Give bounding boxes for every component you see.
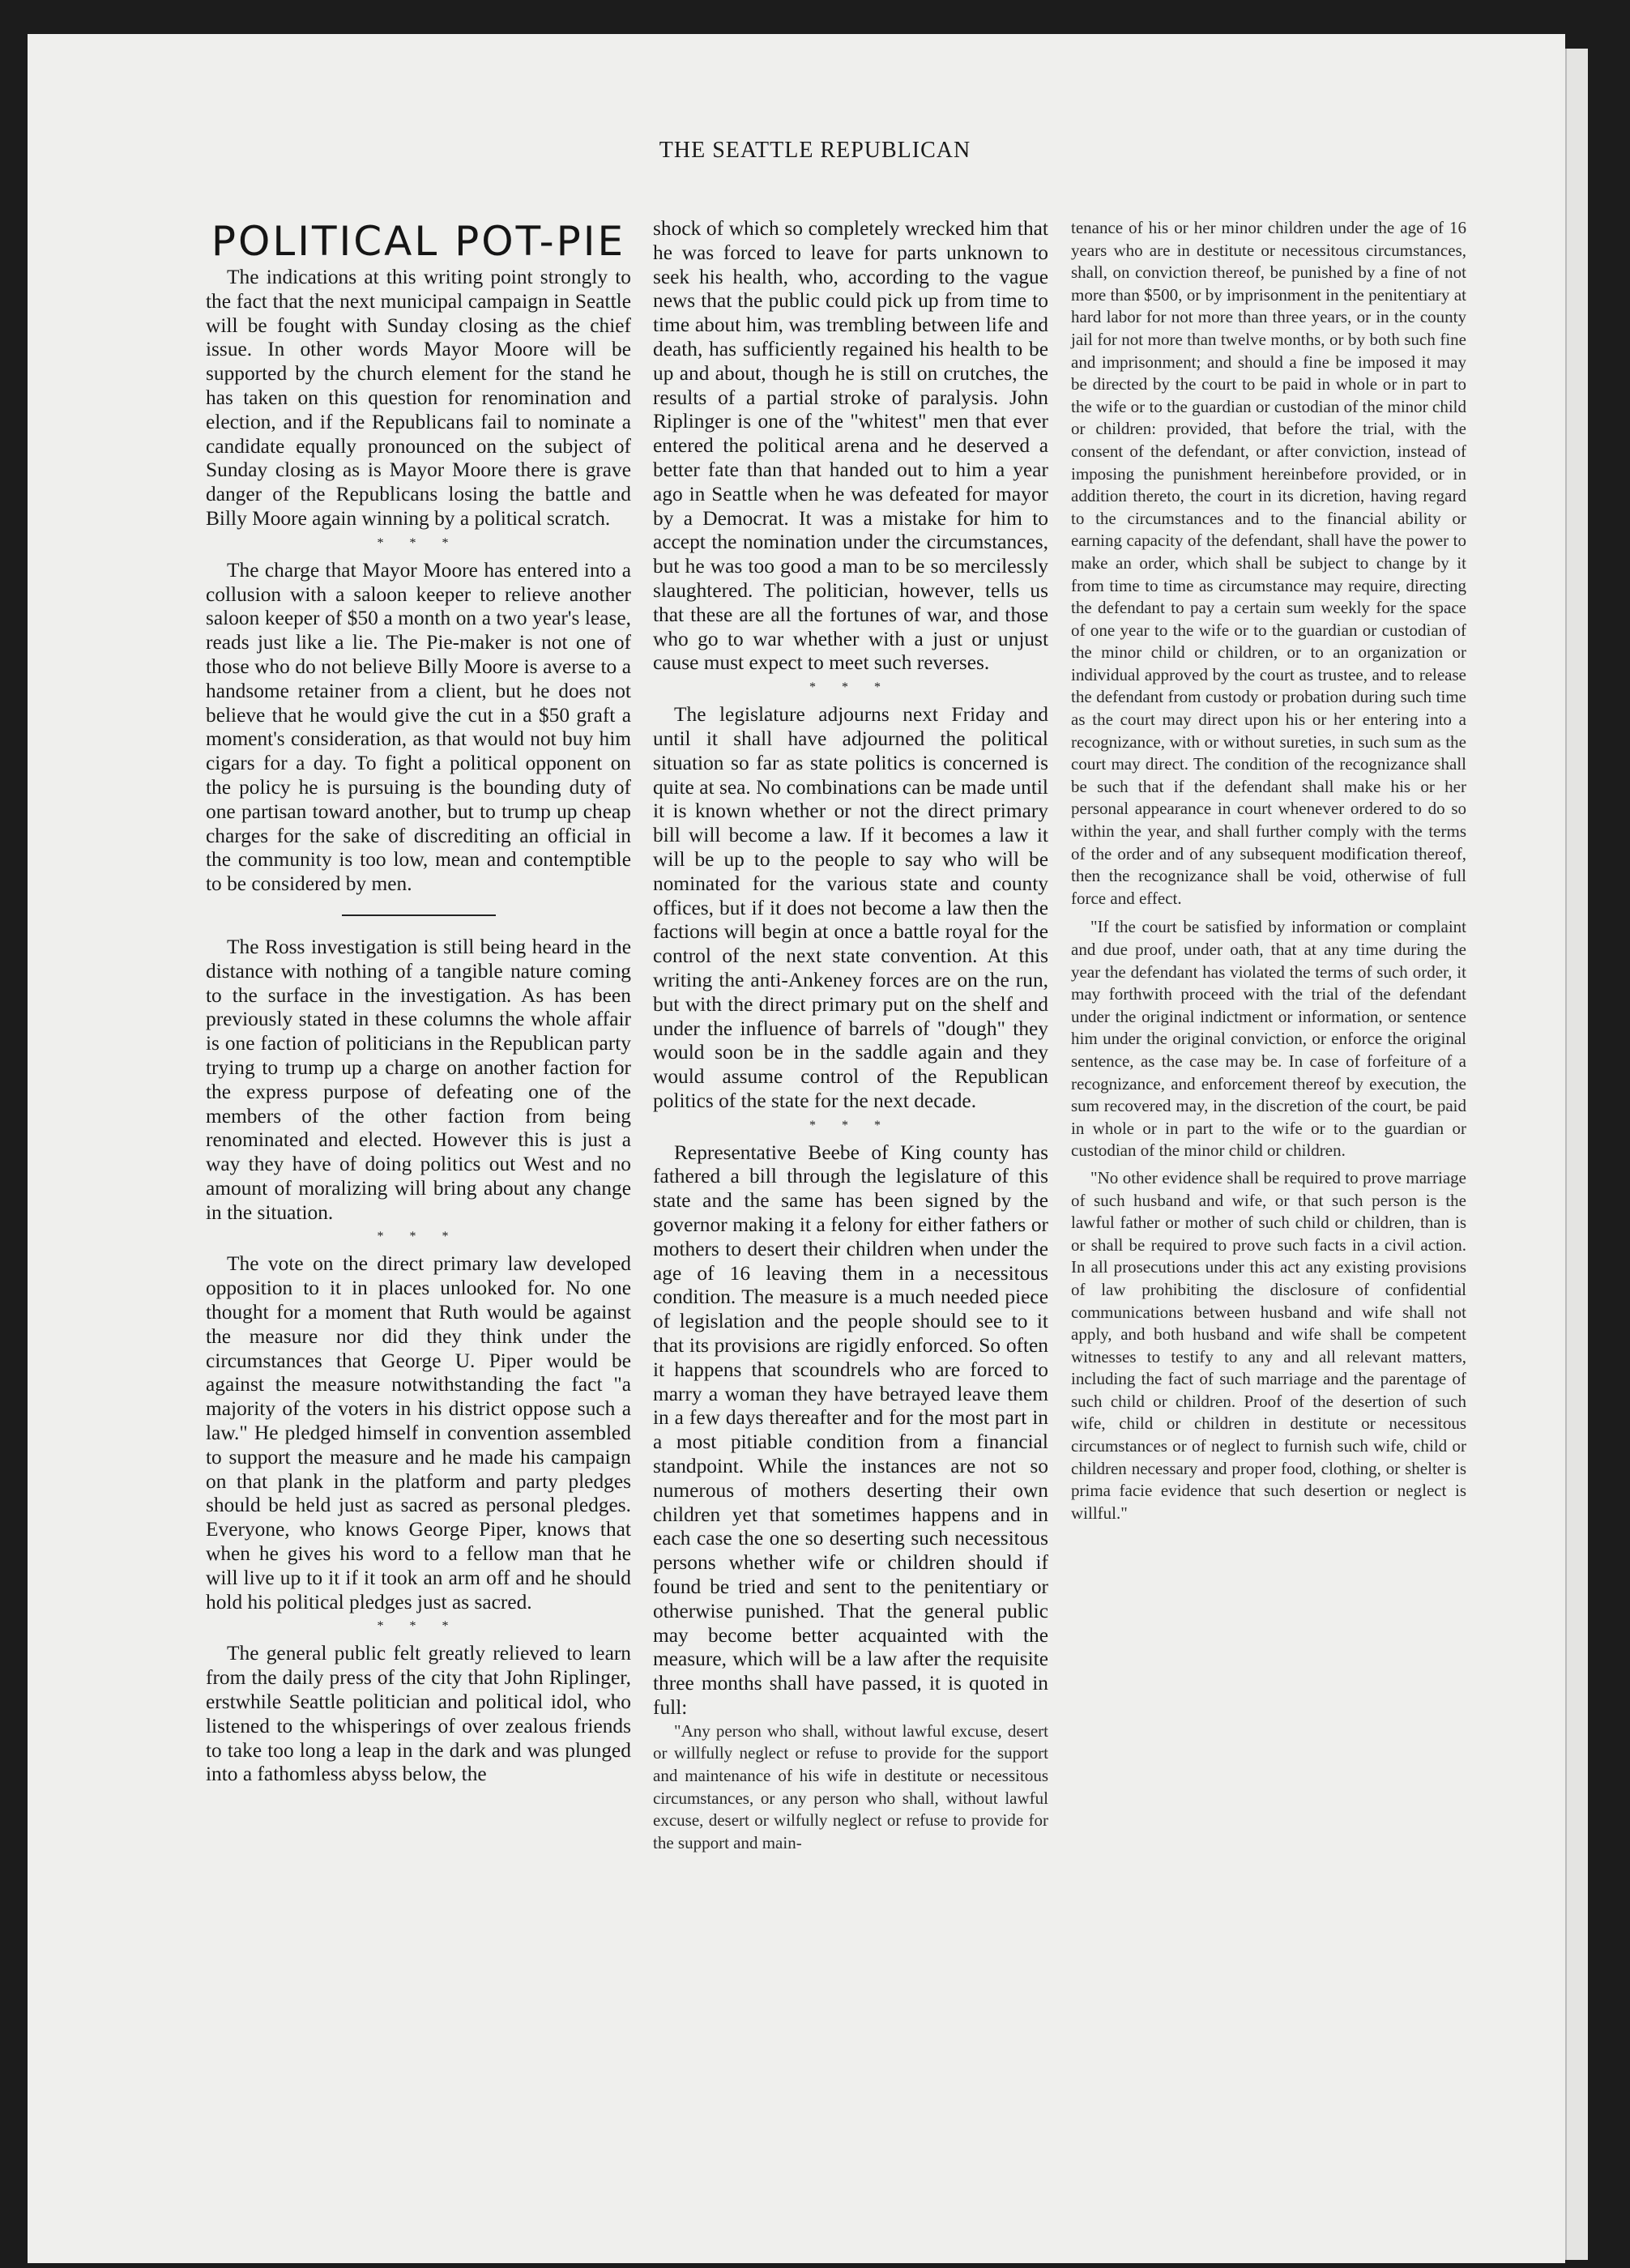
paragraph: The charge that Mayor Moore has entered into a collusion with a saloon keeper to relieve another saloon keeper of $50 a month on a two year's lease, reads just like a lie. The Pie-maker is not one of those who do not believe Billy Moore is averse to a handsome retainer from a client, but he does not believe that he would give the cut in a $50 graft a moment's consideration, as that would not buy him cigars for a day. To fight a political opponent on the policy he is pursuing is the bounding duty of one partisan toward another, but to trump up cheap charges for the sake of discrediting an official in the community is too low, mean and contemptible to be considered by men. [206,558,631,896]
paragraph: Representative Beebe of King county has fathered a bill through the legislature of this state and the same has been signed by the governor making it a felony for either fathers or mothers to desert their children when under the age of 16 leaving them in a necessitous condition. The measure is a much needed piece of legislation and the people should see to it that its provisions are rigidly enforced. So often it happens that scoundrels who are forced to marry a woman they have betrayed leave them in a few days thereafter and for the most part in a most pitiable condition from a financial standpoint. While the instances are not so numerous of mothers deserting their own children yet that sometimes happens and in each case the one so deserting such necessitous persons whether wife or children should if found be tried and sent to the penitentiary or otherwise punished. That the general public may become better acquainted with the measure, which will be a law after the requisite three months shall have passed, it is quoted in full: [653,1140,1048,1720]
page-edge [1565,49,1588,2260]
quoted-paragraph: "Any person who shall, without lawful excuse, desert or willfully neglect or refuse to provide for the support and maintenance of his wife in destitute or necessitous circumstances, or any person who shall, without lawful excuse, desert or wilfully neglect or refuse to provide for the support and main- [653,1720,1048,1852]
separator: * * * [377,1230,460,1244]
column-2 [653,217,1048,1854]
quoted-paragraph: "If the court be satisfied by information or complaint and due proof, under oath, that at any time during the year the defendant has violated the terms of such order, it may forthwith proceed with the trial of the defendant under the original indictment or information, or sentence him under the original conviction, or enforce the original sentence, as the case may be. In case of forfeiture of a recognizance, and enforcement thereof by execution, the sum recovered may, in the discretion of the court, be paid in whole or in part to the wife or to the guardian or custodian of the minor child or children. [1071,917,1466,1161]
paragraph: The Ross investigation is still being heard in the distance with nothing of a tangible nature coming to the surface in the investigation. As has been previously stated in these columns the whole affair is one faction of politicians in the Republican party trying to trump up a charge on another faction for the express purpose of defeating one of the members of the other faction from being renominated and elected. However this is just a way they have of doing politics out West and no amount of moralizing will bring about any change in the situation. [206,935,631,1224]
separator: * * * [377,1619,460,1634]
column-1 [206,217,631,1787]
separator: * * * [377,535,460,550]
separator: * * * [809,680,892,695]
paragraph: The vote on the direct primary law developed opposition to it in places unlooked for. No one thought for a moment that Ruth would be against the measure nor did they think under the circumstances that George U. Piper would be against the measure notwithstanding the fact "a majority of the voters in his district oppose such a law." He pledged himself in convention assembled to support the measure and he made his campaign on that plank in the platform and party pledges should be held just as sacred as personal pledges. Everyone, who knows George Piper, knows that when he gives his word to a fellow man that he will live up to it if it took an arm off and he should hold his political pledges just as sacred. [206,1252,631,1614]
quoted-paragraph: "No other evidence shall be required to prove marriage of such husband and wife, or that such person is the lawful father or mother of such child or children, than is or shall be required to prove such facts in a civil action. In all prosecutions under this act any existing provisions of law prohibiting the disclosure of confidential communications between husband and wife shall not apply, and both husband and wife shall be competent witnesses to testify to any and all relevant matters, including the fact of such marriage and the parentage of such child or children. Proof of the desertion of such wife, child or children in destitute or necessitous circumstances or of neglect to furnish such wife, child or children necessary and proper food, clothing, or shelter is prima facie evidence that such desertion or neglect is willful." [1071,1167,1466,1523]
column-3 [1071,217,1466,1524]
paragraph: The legislature adjourns next Friday and until it shall have adjourned the political situation so far as state politics is concerned is quite at sea. No combinations can be made until it is known whether or not the direct primary bill will become a law. If it becomes a law it will be up to the people to say who will be nominated for the various state and county offices, but if it does not become a law then the factions will begin at once a battle royal for the control of the next state convention. At this writing the anti-Ankeney forces are on the run, but with the direct primary put on the shelf and under the influence of barrels of "dough" they would soon be in the saddle again and they would assume control of the Republican politics of the state for the next decade. [653,703,1048,1112]
separator: * * * [809,1118,892,1132]
paragraph: shock of which so completely wrecked him that he was forced to leave for parts unknown to seek his health, who, according to the vague news that the public could pick up from time to time about him, was trembling between life and death, has sufficiently regained his health to be up and about, though he is still on crutches, the results of a partial stroke of paralysis. John Riplinger is one of the "whitest" men that ever entered the political arena and he deserved a better fate than that handed out to him a year ago in Seattle when he was defeated for mayor by a Democrat. It was a mistake for him to accept the nomination under the circumstances, but he was too good a man to be so mercilessly slaughtered. The politician, however, tells us that these are all the fortunes of war, and those who go to war whether with a just or unjust cause must expect to meet such reverses. [653,217,1048,675]
divider [342,914,496,916]
quoted-paragraph: tenance of his or her minor children under the age of 16 years who are in destitute or necessitous circumstances, shall, on conviction thereof, be punished by a fine of not more than $500, or by imprisonment in the penitentiary at hard labor for not more than three years, or in the county jail for not more than twelve months, or by both such fine and imprisonment; and should a fine be imposed it may be directed by the court to be paid in whole or in part to the wife or to the guardian or custodian of the minor child or children: provided, that before the trial, with the consent of the defendant, or after conviction, instead of imposing the punishment hereinbefore provided, or in addition thereto, the court in its dicretion, having regard to the circumstances and to the financial ability or earning capacity of the defendant, shall have the power to make an order, which shall be subject to change by it from time to time as circumstance may require, directing the defendant to pay a certain sum weekly for the space of one year to the wife or to the guardian or custodian of the minor child or children, or to an organization or individual approved by the court as trustee, and to release the defendant from custody or probation during such time as the court may direct upon his or her entering into a recognizance, with or without sureties, in such sum as the court may direct. The condition of the recognizance shall be such that if the defendant shall make his or her personal appearance in court whenever ordered to do so within the year, and shall further comply with the terms of the order and of any subsequent modification thereof, then the recognizance shall be void, otherwise of full force and effect. [1071,218,1466,908]
headline: POLITICAL POT-PIE [211,218,626,265]
paragraph: The indications at this writing point strongly to the fact that the next municipal campaign in Seattle will be fought with Sunday closing as the chief issue. In other words Mayor Moore will be supported by the church element for the stand he has taken on this question for renomination and election, and if the Republicans fail to nominate a candidate equally pronounced on the subject of Sunday closing as is Mayor Moore there is grave danger of the Republicans losing the battle and Billy Moore again winning by a political scratch. [206,266,631,530]
masthead: THE SEATTLE REPUBLICAN [659,138,971,163]
paragraph: The general public felt greatly relieved to learn from the daily press of the city that John Riplinger, erstwhile Seattle politician and political idol, who listened to the whisperings of over zealous friends to take too long a leap in the dark and was plunged into a fathomless abyss below, the [206,1642,631,1786]
